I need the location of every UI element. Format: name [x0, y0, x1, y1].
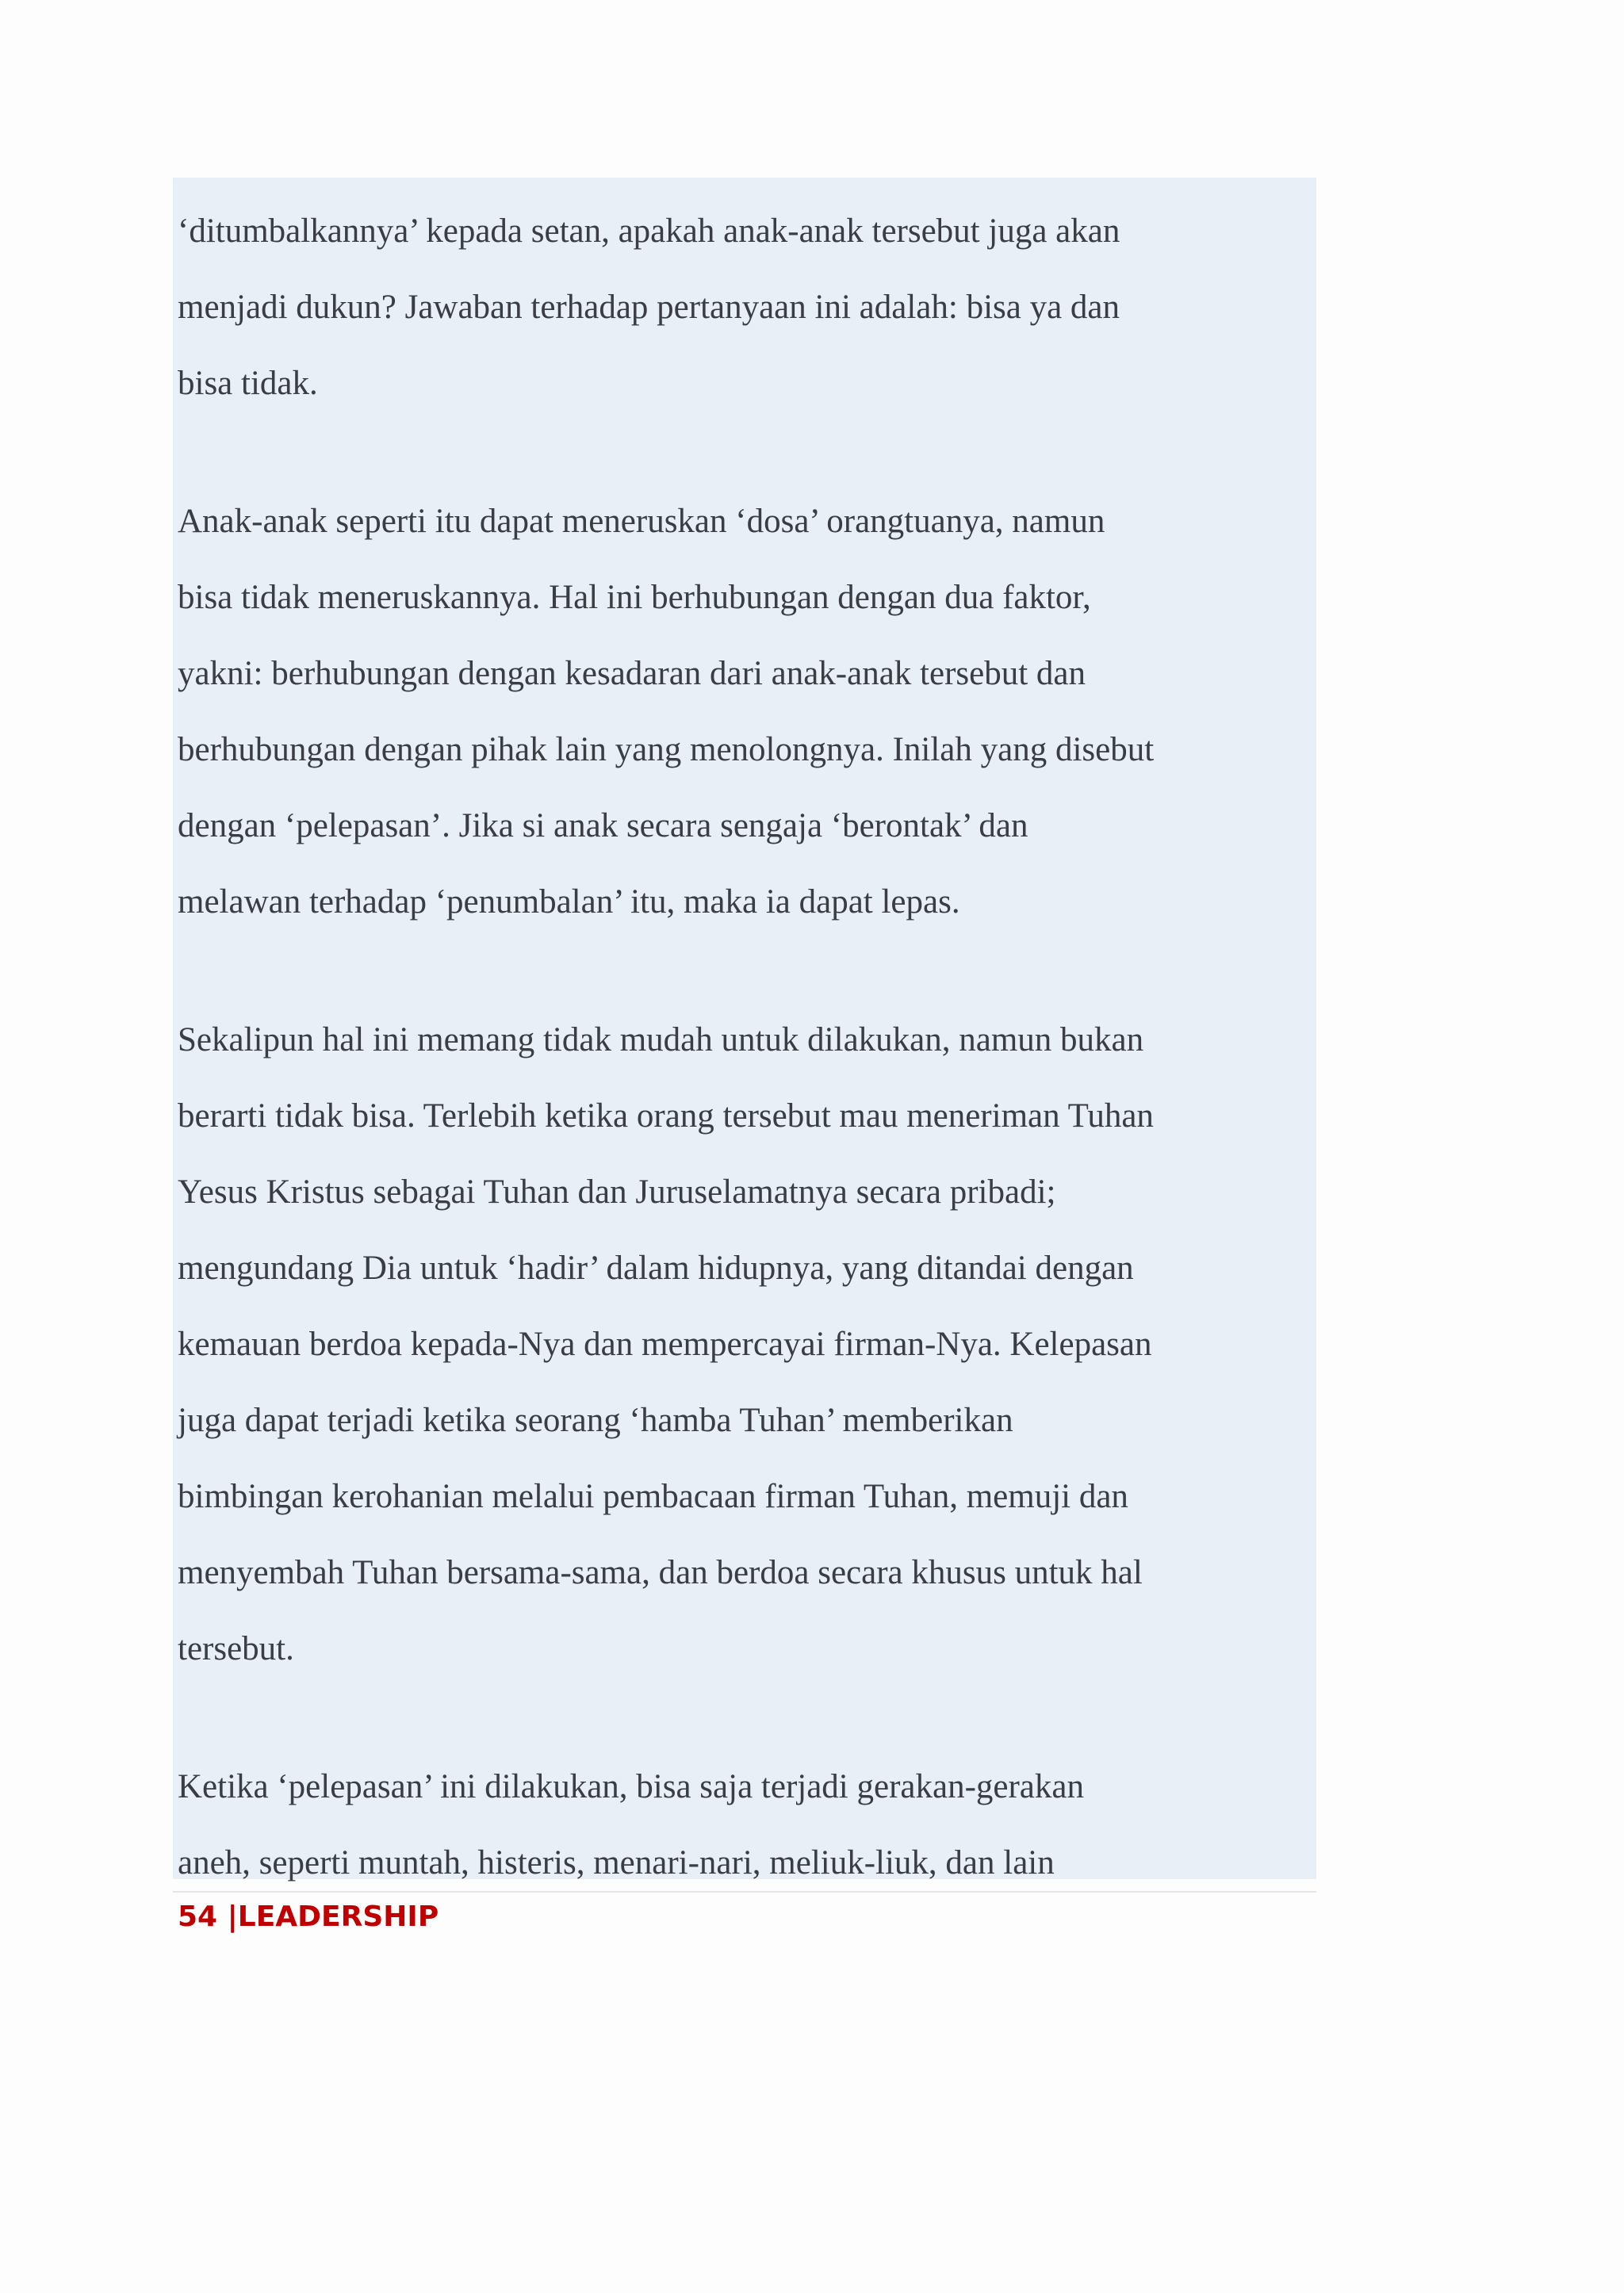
text-line: tersebut.: [178, 1630, 294, 1667]
text-line: Sekalipun hal ini memang tidak mudah untuk dilakukan, namun bukan: [178, 1021, 1144, 1058]
text-line: ‘ditumbalkannya’ kepada setan, apakah anak-anak tersebut juga akan: [178, 212, 1120, 250]
text-line: Anak-anak seperti itu dapat meneruskan ‘dosa’ orangtuanya, namun: [178, 503, 1105, 540]
text-line: Ketika ‘pelepasan’ ini dilakukan, bisa saja terjadi gerakan-gerakan: [178, 1768, 1084, 1805]
body-text-block: [173, 178, 1316, 1879]
text-line: menjadi dukun? Jawaban terhadap pertanyaan ini adalah: bisa ya dan: [178, 289, 1120, 326]
text-line: melawan terhadap ‘penumbalan’ itu, maka ia dapat lepas.: [178, 883, 960, 921]
text-line: berhubungan dengan pihak lain yang menolongnya. Inilah yang disebut: [178, 731, 1155, 768]
text-line: menyembah Tuhan bersama-sama, dan berdoa secara khusus untuk hal: [178, 1554, 1143, 1591]
text-line: Yesus Kristus sebagai Tuhan dan Juruselamatnya secara pribadi;: [178, 1173, 1056, 1211]
text-line: bisa tidak.: [178, 365, 318, 402]
text-line: juga dapat terjadi ketika seorang ‘hamba Tuhan’ memberikan: [178, 1402, 1013, 1439]
text-line: bisa tidak meneruskannya. Hal ini berhubungan dengan dua faktor,: [178, 579, 1091, 616]
text-line: bimbingan kerohanian melalui pembacaan firman Tuhan, memuji dan: [178, 1478, 1128, 1515]
text-line: berarti tidak bisa. Terlebih ketika orang tersebut mau meneriman Tuhan: [178, 1097, 1154, 1135]
text-line: aneh, seperti muntah, histeris, menari-nari, meliuk-liuk, dan lain: [178, 1844, 1055, 1881]
text-line: dengan ‘pelepasan’. Jika si anak secara sengaja ‘berontak’ dan: [178, 807, 1028, 844]
text-line: yakni: berhubungan dengan kesadaran dari anak-anak tersebut dan: [178, 655, 1086, 692]
text-line: kemauan berdoa kepada-Nya dan mempercayai firman-Nya. Kelepasan: [178, 1326, 1152, 1363]
footer-divider: [173, 1891, 1316, 1893]
text-line: mengundang Dia untuk ‘hadir’ dalam hidupnya, yang ditandai dengan: [178, 1250, 1134, 1287]
page-footer: 54 |LEADERSHIP: [178, 1901, 439, 1933]
